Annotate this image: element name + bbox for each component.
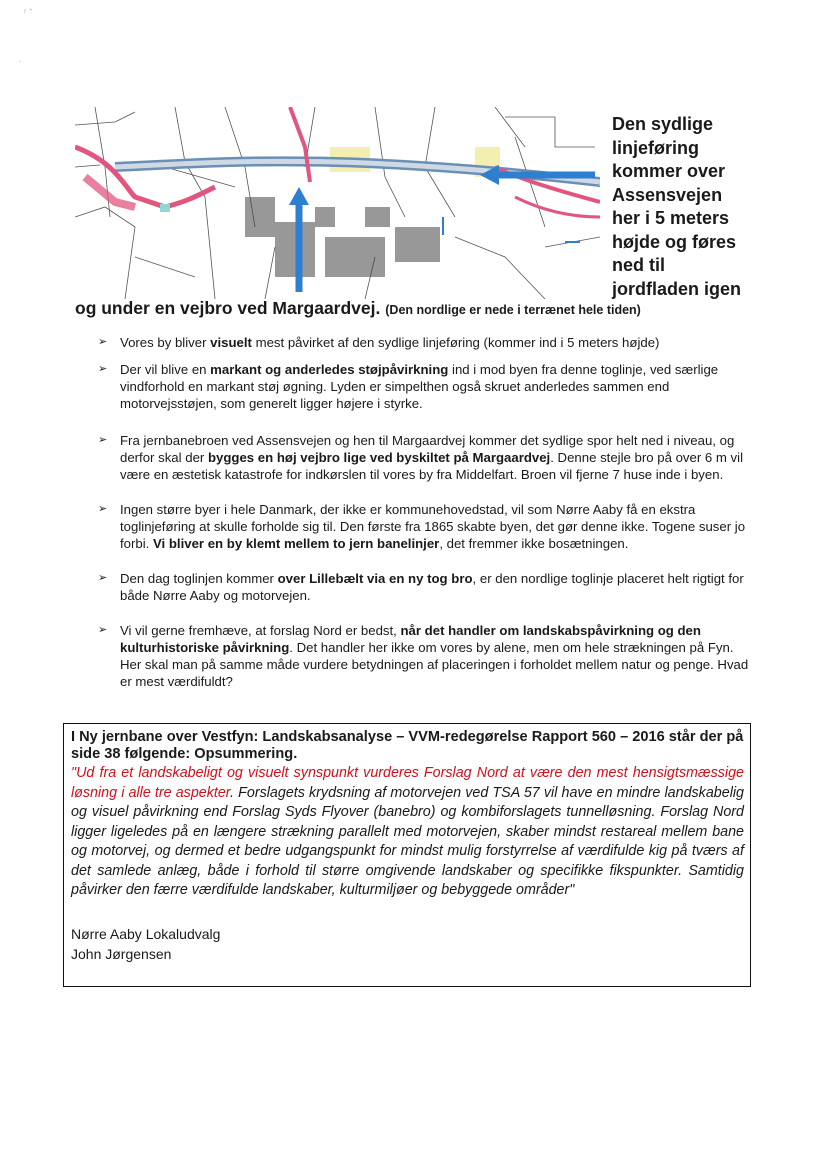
list-item: ➢ Fra jernbanebroen ved Assensvejen og hen til Margaardvej kommer det sydlige spor helt ned i niveau, og derfor skal der bygges en høj vejbro lige ved byskiltet på Margaardvej. Denne stejle bro på over 6 m vil være en æstetisk katastrofe for indkørslen til vores by fra Middelfart. Broen vil fjerne 7 huse inde i byen. bbox=[98, 433, 744, 482]
quote-rest: . Forslagets krydsning af motorvejen ved TSA 57 vil have en mindre landskabelig og visuel påvirkning end Forslag Syds Flyover (banebro) og kombiforslagets tunnelløsning. Forslag Nord ligger ligeledes på en længere strækning parallelt med motorvejen, skaber mindst restareal mellem bane og motorvej, og dermed et bedre udgangspunkt for mindst mulig forstyrrelse af værdifulde kig på tværs af det samlede anlæg, både i forhold til større omgivende landskaber og specifikke fikspunkter. Samtidig påvirker den færre værdifulde landskaber, kulturmiljøer og bebyggede områder" bbox=[71, 784, 744, 898]
heading-line: linjeføring bbox=[612, 137, 699, 158]
arrow-bullet-icon: ➢ bbox=[98, 572, 108, 584]
bullet-list bbox=[98, 334, 758, 700]
arrow-bullet-icon: ➢ bbox=[98, 624, 108, 636]
heading-line: højde og føres bbox=[612, 231, 737, 252]
heading-right bbox=[612, 113, 812, 301]
list-item: ➢ Vi vil gerne fremhæve, at forslag Nord er bedst, når det handler om landskabspåvirkning og den kulturhistoriske påvirkning. Det handler her ikke om vores by alene, men om hele strækningen på Fyn. Her skal man på samme måde vurdere betydningen af placeringen i forholdet mellem natur og penge. Hvad er mest værdifuldt? bbox=[98, 623, 749, 689]
heading-continuation bbox=[75, 298, 795, 319]
arrow-bullet-icon: ➢ bbox=[98, 503, 108, 515]
arrow-bullet-icon: ➢ bbox=[98, 336, 108, 348]
heading-line: Assensvejen bbox=[612, 184, 723, 205]
heading-cont-text: og under en vejbro ved Margaardvej. bbox=[75, 298, 381, 318]
arrow-bullet-icon: ➢ bbox=[98, 363, 108, 375]
signature-org: Nørre Aaby Lokaludvalg bbox=[71, 925, 221, 942]
list-item: ➢ Ingen større byer i hele Danmark, der ikke er kommunehovedstad, vil som Nørre Aaby få en ekstra toglinjeføring at skulle forholde sig til. Den første fra 1865 skabte byen, det gør denne ikke. Togene suser jo forbi. Vi bliver en by klemt mellem to jern banelinjer, det fremmer ikke bosætningen. bbox=[98, 502, 746, 551]
heading-line: Den sydlige bbox=[612, 114, 714, 134]
quote-box bbox=[63, 723, 751, 987]
scan-mark: ʳ ˇ bbox=[24, 8, 33, 19]
list-item: ➢ Der vil blive en markant og anderledes støjpåvirkning ind i mod byen fra denne toglinje, ved særlige vindforhold en markant støj øgning. Lyden er simpelthen også skruet anderledes sammen end motorvejsstøjen, som generelt ligger højere i styrke. bbox=[98, 362, 719, 411]
heading-line: her i 5 meters bbox=[612, 208, 730, 228]
signature-name: John Jørgensen bbox=[71, 945, 172, 962]
scan-mark: · bbox=[18, 56, 22, 67]
quote-heading: I Ny jernbane over Vestfyn: Landskabsanalyse – VVM-redegørelse Rapport 560 – 2016 står der på side 38 følgende: Opsummering. bbox=[71, 729, 744, 762]
quote-highlight: "Ud fra et landskabeligt og visuelt synspunkt vurderes Forslag Nord at være den mest hensigtsmæssige løsning i alle tre aspekter bbox=[71, 765, 744, 801]
signature bbox=[71, 924, 744, 964]
heading-line: jordfladen igen bbox=[612, 278, 742, 299]
heading-line: kommer over bbox=[612, 161, 726, 181]
arrow-bullet-icon: ➢ bbox=[98, 434, 108, 446]
heading-line: ned til bbox=[612, 255, 665, 275]
quote-body bbox=[71, 764, 744, 901]
heading-note: (Den nordlige er nede i terrænet hele tiden) bbox=[385, 303, 641, 317]
list-item: ➢ Den dag toglinjen kommer over Lillebælt via en ny tog bro, er den nordlige toglinje placeret helt rigtigt for både Nørre Aaby og motorvejen. bbox=[98, 571, 744, 603]
route-map bbox=[75, 107, 600, 299]
list-item: ➢ Vores by bliver visuelt mest påvirket af den sydlige linjeføring (kommer ind i 5 meters højde) bbox=[98, 335, 660, 350]
